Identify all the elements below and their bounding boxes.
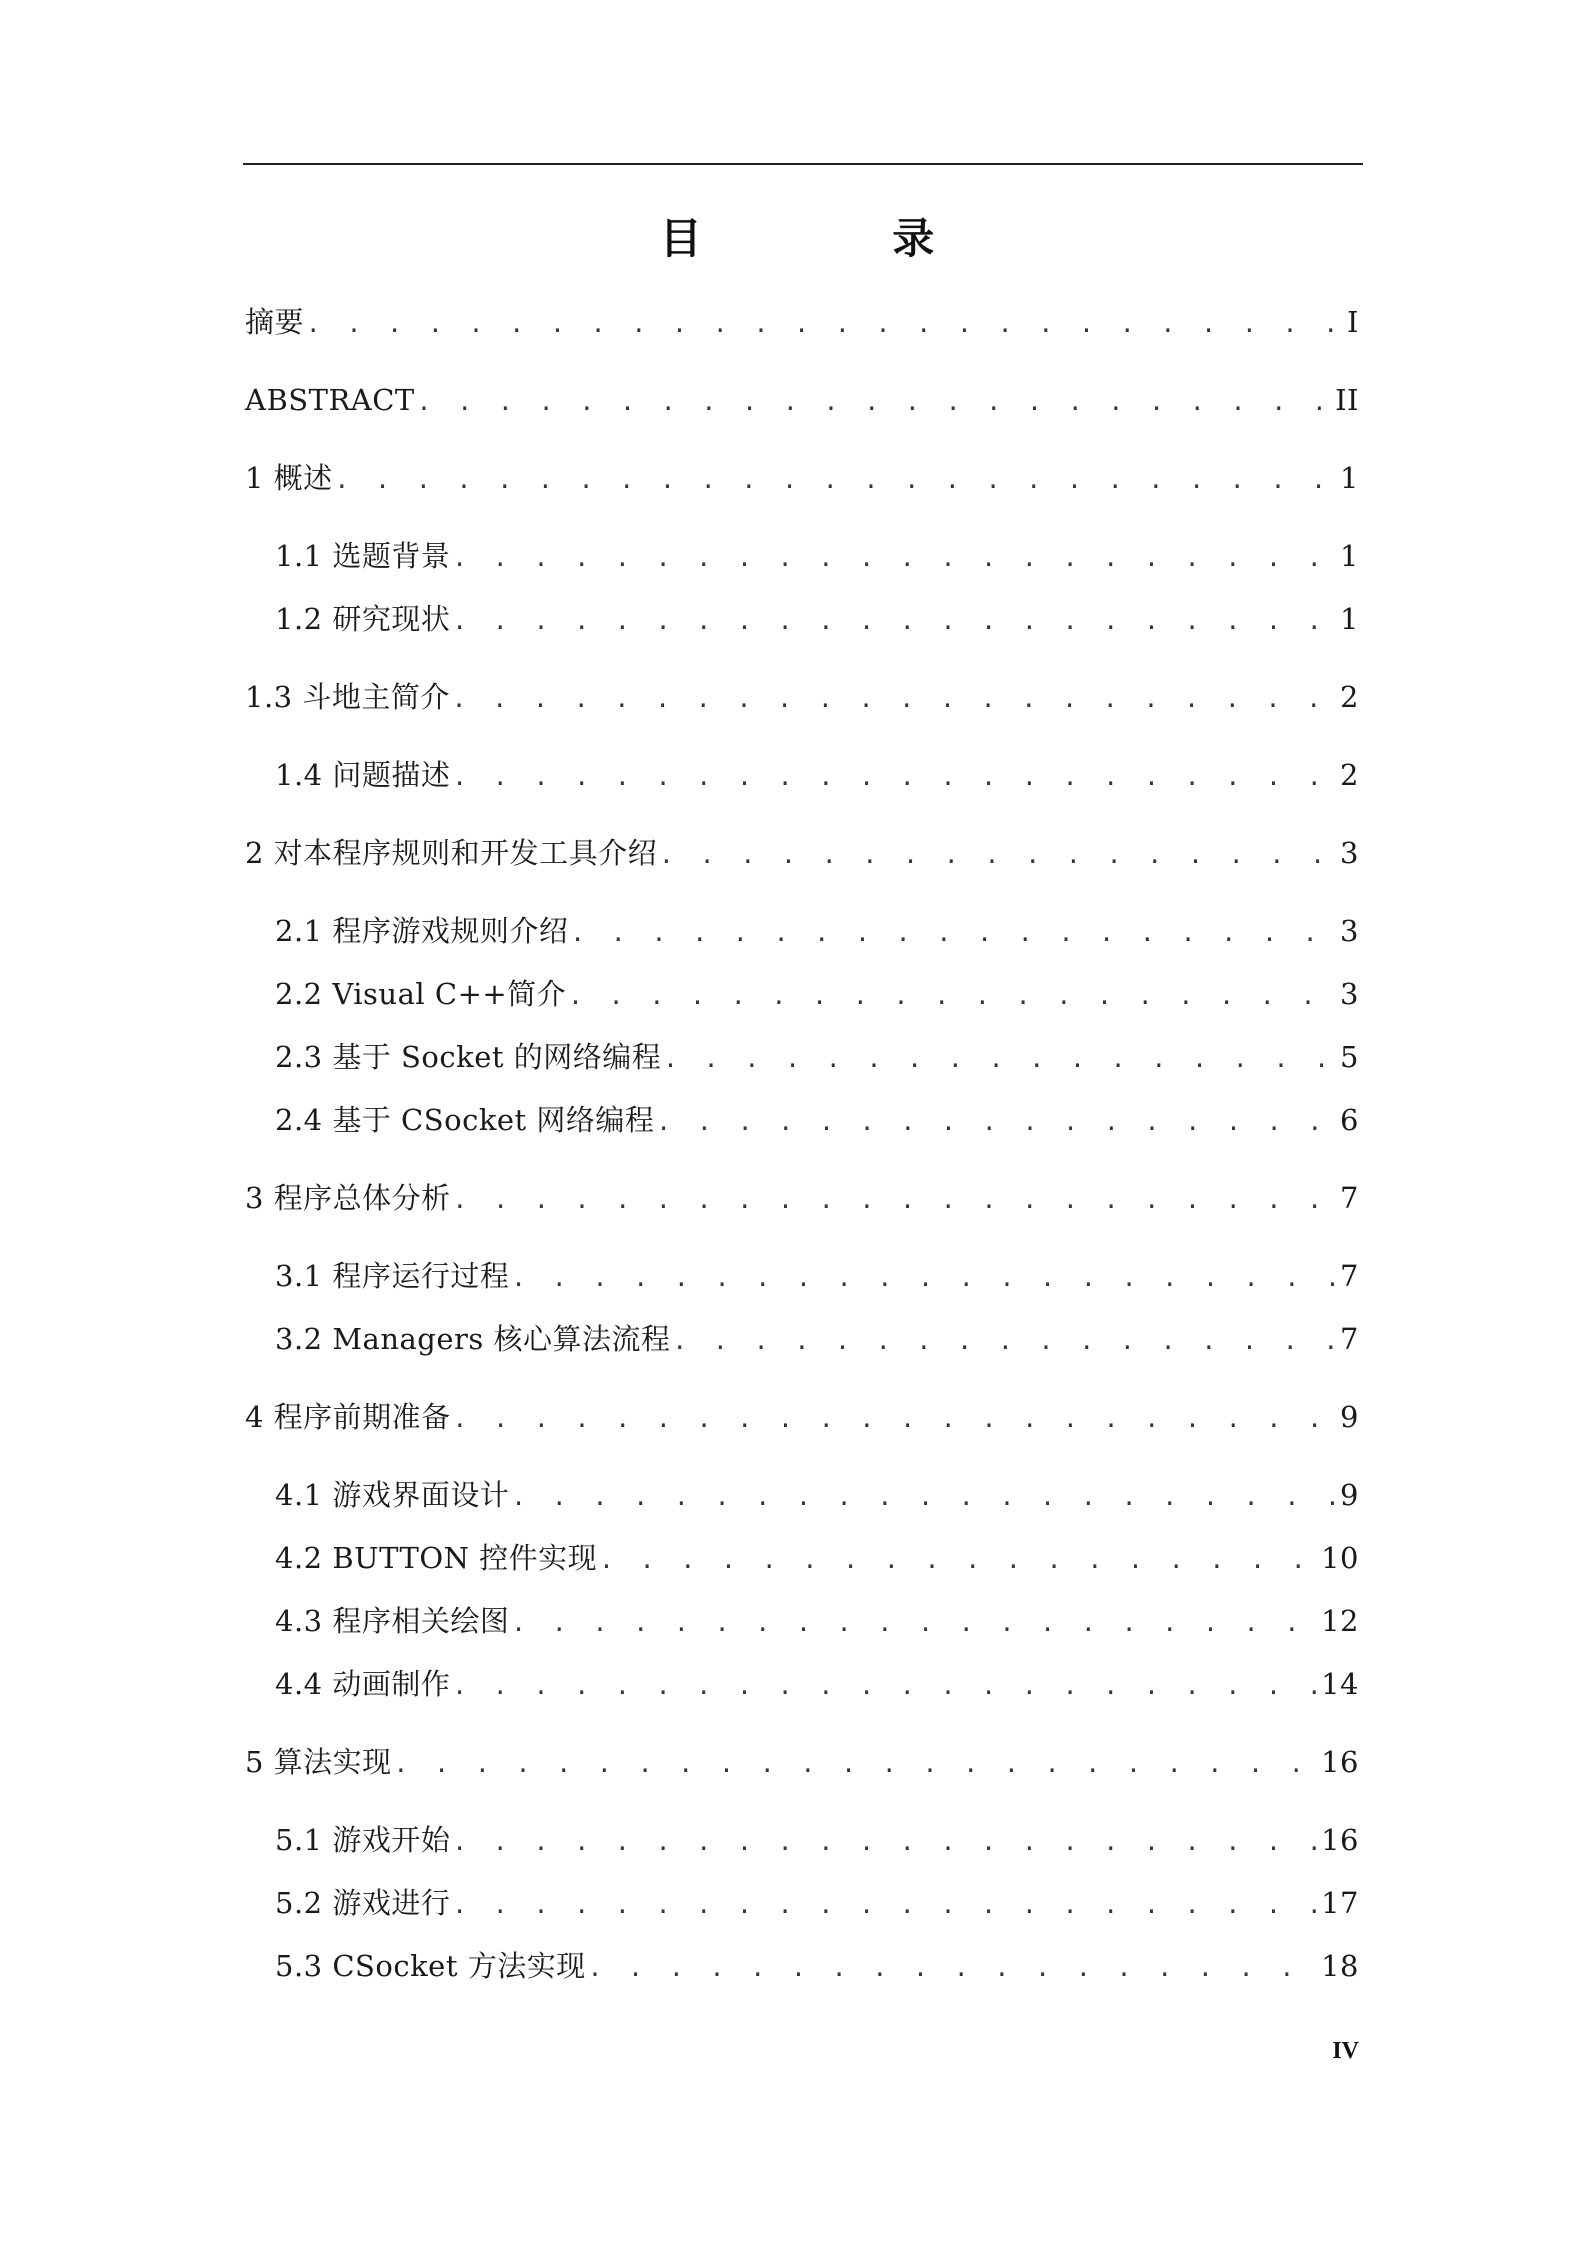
toc-entry-page-number: 10 [1321, 1541, 1359, 1575]
toc-entry[interactable] [275, 753, 1359, 797]
dot-leader [452, 1883, 1319, 1927]
toc-entry-title: 3.2 Managers 核心算法流程 [275, 1322, 671, 1356]
toc-entry-title: 2.2 Visual C++简介 [275, 977, 567, 1011]
dot-leader [453, 1178, 1338, 1222]
toc-entry[interactable] [275, 1473, 1359, 1517]
dot-leader [335, 458, 1338, 502]
toc-entry-title: 2 对本程序规则和开发工具介绍 [245, 836, 658, 870]
toc-entry[interactable] [275, 909, 1359, 953]
dot-leader [570, 911, 1338, 955]
dot-leader [452, 677, 1338, 721]
toc-entry[interactable] [245, 831, 1359, 875]
toc-entry-page-number: 17 [1321, 1886, 1359, 1920]
dot-leader [306, 302, 1345, 346]
toc-entry[interactable] [275, 1536, 1359, 1580]
toc-entry-title: 4 程序前期准备 [245, 1400, 451, 1434]
toc-entry[interactable] [245, 675, 1359, 719]
toc-entry[interactable] [275, 597, 1359, 641]
toc-entry-page-number: 12 [1321, 1604, 1359, 1638]
toc-entry[interactable] [275, 1254, 1359, 1298]
toc-entry-title: 5 算法实现 [245, 1745, 392, 1779]
dot-leader [588, 1946, 1319, 1990]
dot-leader [452, 599, 1338, 643]
toc-entry-title: 1.2 研究现状 [275, 602, 451, 636]
toc-entry[interactable] [275, 1944, 1359, 1988]
toc-entry-page-number: 16 [1321, 1745, 1359, 1779]
dot-leader [394, 1742, 1319, 1786]
toc-entry-page-number: 1 [1340, 539, 1359, 573]
toc-entry-title: 3 程序总体分析 [245, 1181, 451, 1215]
toc-entry-page-number: 16 [1321, 1823, 1359, 1857]
toc-entry-title: 4.4 动画制作 [275, 1667, 451, 1701]
dot-leader [452, 1820, 1319, 1864]
dot-leader [599, 1538, 1319, 1582]
toc-entry-page-number: 2 [1340, 758, 1359, 792]
dot-leader [453, 1397, 1338, 1441]
toc-entry[interactable] [275, 1662, 1359, 1706]
dot-leader [568, 974, 1338, 1018]
dot-leader [511, 1475, 1338, 1519]
toc-entry-title: 3.1 程序运行过程 [275, 1259, 510, 1293]
toc-entry[interactable] [245, 1176, 1359, 1220]
toc-entry-title: 1.4 问题描述 [275, 758, 451, 792]
dot-leader [656, 1100, 1338, 1144]
toc-entry-title: 摘要 [245, 305, 305, 339]
dot-leader [511, 1256, 1338, 1300]
toc-entry[interactable] [275, 534, 1359, 578]
toc-entry-page-number: II [1335, 383, 1359, 417]
toc-entry-page-number: 3 [1340, 836, 1359, 870]
toc-entry[interactable] [275, 1818, 1359, 1862]
toc-entry[interactable] [275, 972, 1359, 1016]
toc-entry-page-number: 1 [1340, 602, 1359, 636]
toc-entry-title: 5.3 CSocket 方法实现 [275, 1949, 586, 1983]
dot-leader [452, 755, 1338, 799]
toc-entry-page-number: 2 [1340, 680, 1359, 714]
toc-entry-page-number: 6 [1340, 1103, 1359, 1137]
toc-title: 目 录 [659, 214, 1023, 263]
dot-leader [417, 380, 1333, 424]
toc-entry-page-number: 7 [1340, 1259, 1359, 1293]
toc-entry[interactable] [245, 1395, 1359, 1439]
toc-entry-title: 1.3 斗地主简介 [245, 680, 450, 714]
toc-entry-page-number: 9 [1340, 1478, 1359, 1512]
toc-entry-page-number: 9 [1340, 1400, 1359, 1434]
toc-entry-title: 2.3 基于 Socket 的网络编程 [275, 1040, 662, 1074]
toc-entry-page-number: 18 [1321, 1949, 1359, 1983]
dot-leader [452, 1664, 1319, 1708]
toc-entry-title: 4.2 BUTTON 控件实现 [275, 1541, 598, 1575]
toc-entry[interactable] [245, 1740, 1359, 1784]
toc-entry[interactable] [275, 1317, 1359, 1361]
page-number: IV [1332, 2038, 1359, 2064]
toc-entry-title: 4.1 游戏界面设计 [275, 1478, 510, 1512]
toc-entry[interactable] [275, 1098, 1359, 1142]
dot-leader [659, 833, 1338, 877]
toc-entry[interactable] [275, 1881, 1359, 1925]
dot-leader [452, 536, 1338, 580]
dot-leader [511, 1601, 1319, 1645]
toc-entry-page-number: 3 [1340, 977, 1359, 1011]
toc-entry[interactable] [275, 1599, 1359, 1643]
toc-entry-title: 2.1 程序游戏规则介绍 [275, 914, 569, 948]
toc-entry-title: 5.1 游戏开始 [275, 1823, 451, 1857]
toc-entry-title: 1.1 选题背景 [275, 539, 451, 573]
toc-entry-page-number: 7 [1340, 1181, 1359, 1215]
toc-entry-title: ABSTRACT [245, 383, 415, 417]
toc-entry-page-number: I [1347, 305, 1359, 339]
toc-entry[interactable] [245, 456, 1359, 500]
toc-entry-title: 2.4 基于 CSocket 网络编程 [275, 1103, 655, 1137]
dot-leader [672, 1319, 1338, 1363]
toc-entry[interactable] [245, 378, 1359, 422]
toc-entry-title: 4.3 程序相关绘图 [275, 1604, 510, 1638]
toc-entry-title: 5.2 游戏进行 [275, 1886, 451, 1920]
toc-entry-page-number: 1 [1340, 461, 1359, 495]
toc-entry[interactable] [245, 300, 1359, 344]
toc-entry[interactable] [275, 1035, 1359, 1079]
toc-entry-page-number: 5 [1340, 1040, 1359, 1074]
toc-entry-page-number: 14 [1321, 1667, 1359, 1701]
toc-entry-title: 1 概述 [245, 461, 333, 495]
dot-leader [663, 1037, 1338, 1081]
toc-entry-page-number: 7 [1340, 1322, 1359, 1356]
toc-entry-page-number: 3 [1340, 914, 1359, 948]
